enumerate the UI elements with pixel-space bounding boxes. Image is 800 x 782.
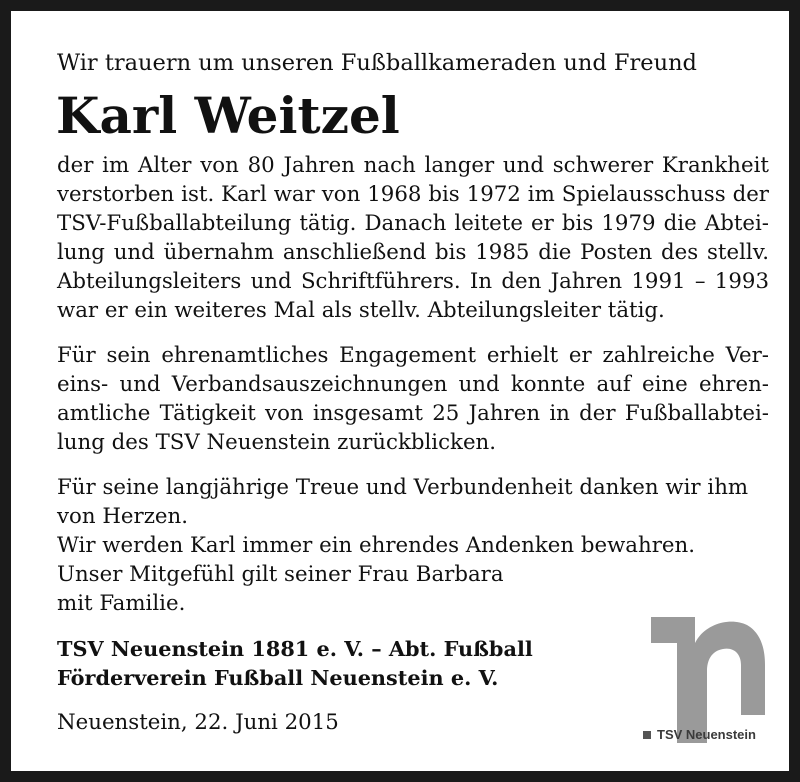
text-line: mit Familie.: [57, 591, 186, 616]
text-line: TSV-Fußballabteilung tätig. Danach leitete er bis 1979 die Abtei-: [57, 211, 769, 236]
text-line: der im Alter von 80 Jahren nach langer und schwerer Krankheit: [57, 153, 769, 178]
text-line: verstorben ist. Karl war von 1968 bis 1972 im Spielausschuss der: [57, 182, 769, 207]
text-line: Für sein ehrenamtliches Engagement erhielt er zahlreiche Ver-: [57, 343, 769, 368]
square-bullet-icon: [643, 731, 651, 739]
text-line: Für seine langjährige Treue und Verbundenheit danken wir ihm: [57, 475, 749, 500]
intro-line: Wir trauern um unseren Fußballkameraden und Freund: [57, 50, 697, 76]
text-line: lung und übernahm anschließend bis 1985 die Posten des stellv.: [57, 240, 769, 265]
text-line: Unser Mitgefühl gilt seiner Frau Barbara: [57, 562, 504, 587]
signature-line: Förderverein Fußball Neuenstein e. V.: [57, 665, 499, 690]
thanks-paragraph: [57, 473, 769, 618]
signature-line: TSV Neuenstein 1881 e. V. – Abt. Fußball: [57, 636, 533, 661]
text-line: war er ein weiteres Mal als stellv. Abteilungsleiter tätig.: [57, 298, 665, 323]
biography-paragraph: [57, 151, 769, 325]
text-line: lung des TSV Neuenstein zurückblicken.: [57, 430, 497, 455]
place-date: Neuenstein, 22. Juni 2015: [57, 710, 339, 735]
text-line: amtliche Tätigkeit von insgesamt 25 Jahren in der Fußballabtei-: [57, 401, 769, 426]
text-line: von Herzen.: [57, 504, 189, 529]
deceased-name: Karl Weitzel: [56, 86, 400, 145]
club-logo-text: TSV Neuenstein: [657, 727, 756, 742]
text-line: Wir werden Karl immer ein ehrendes Andenken bewahren.: [57, 533, 695, 558]
club-logo-label: [643, 727, 756, 742]
honors-paragraph: [57, 341, 769, 457]
text-line: eins- und Verbandsauszeichnungen und konnte auf eine ehren-: [57, 372, 769, 397]
text-line: Abteilungsleiters und Schriftführers. In den Jahren 1991 – 1993: [57, 269, 769, 294]
